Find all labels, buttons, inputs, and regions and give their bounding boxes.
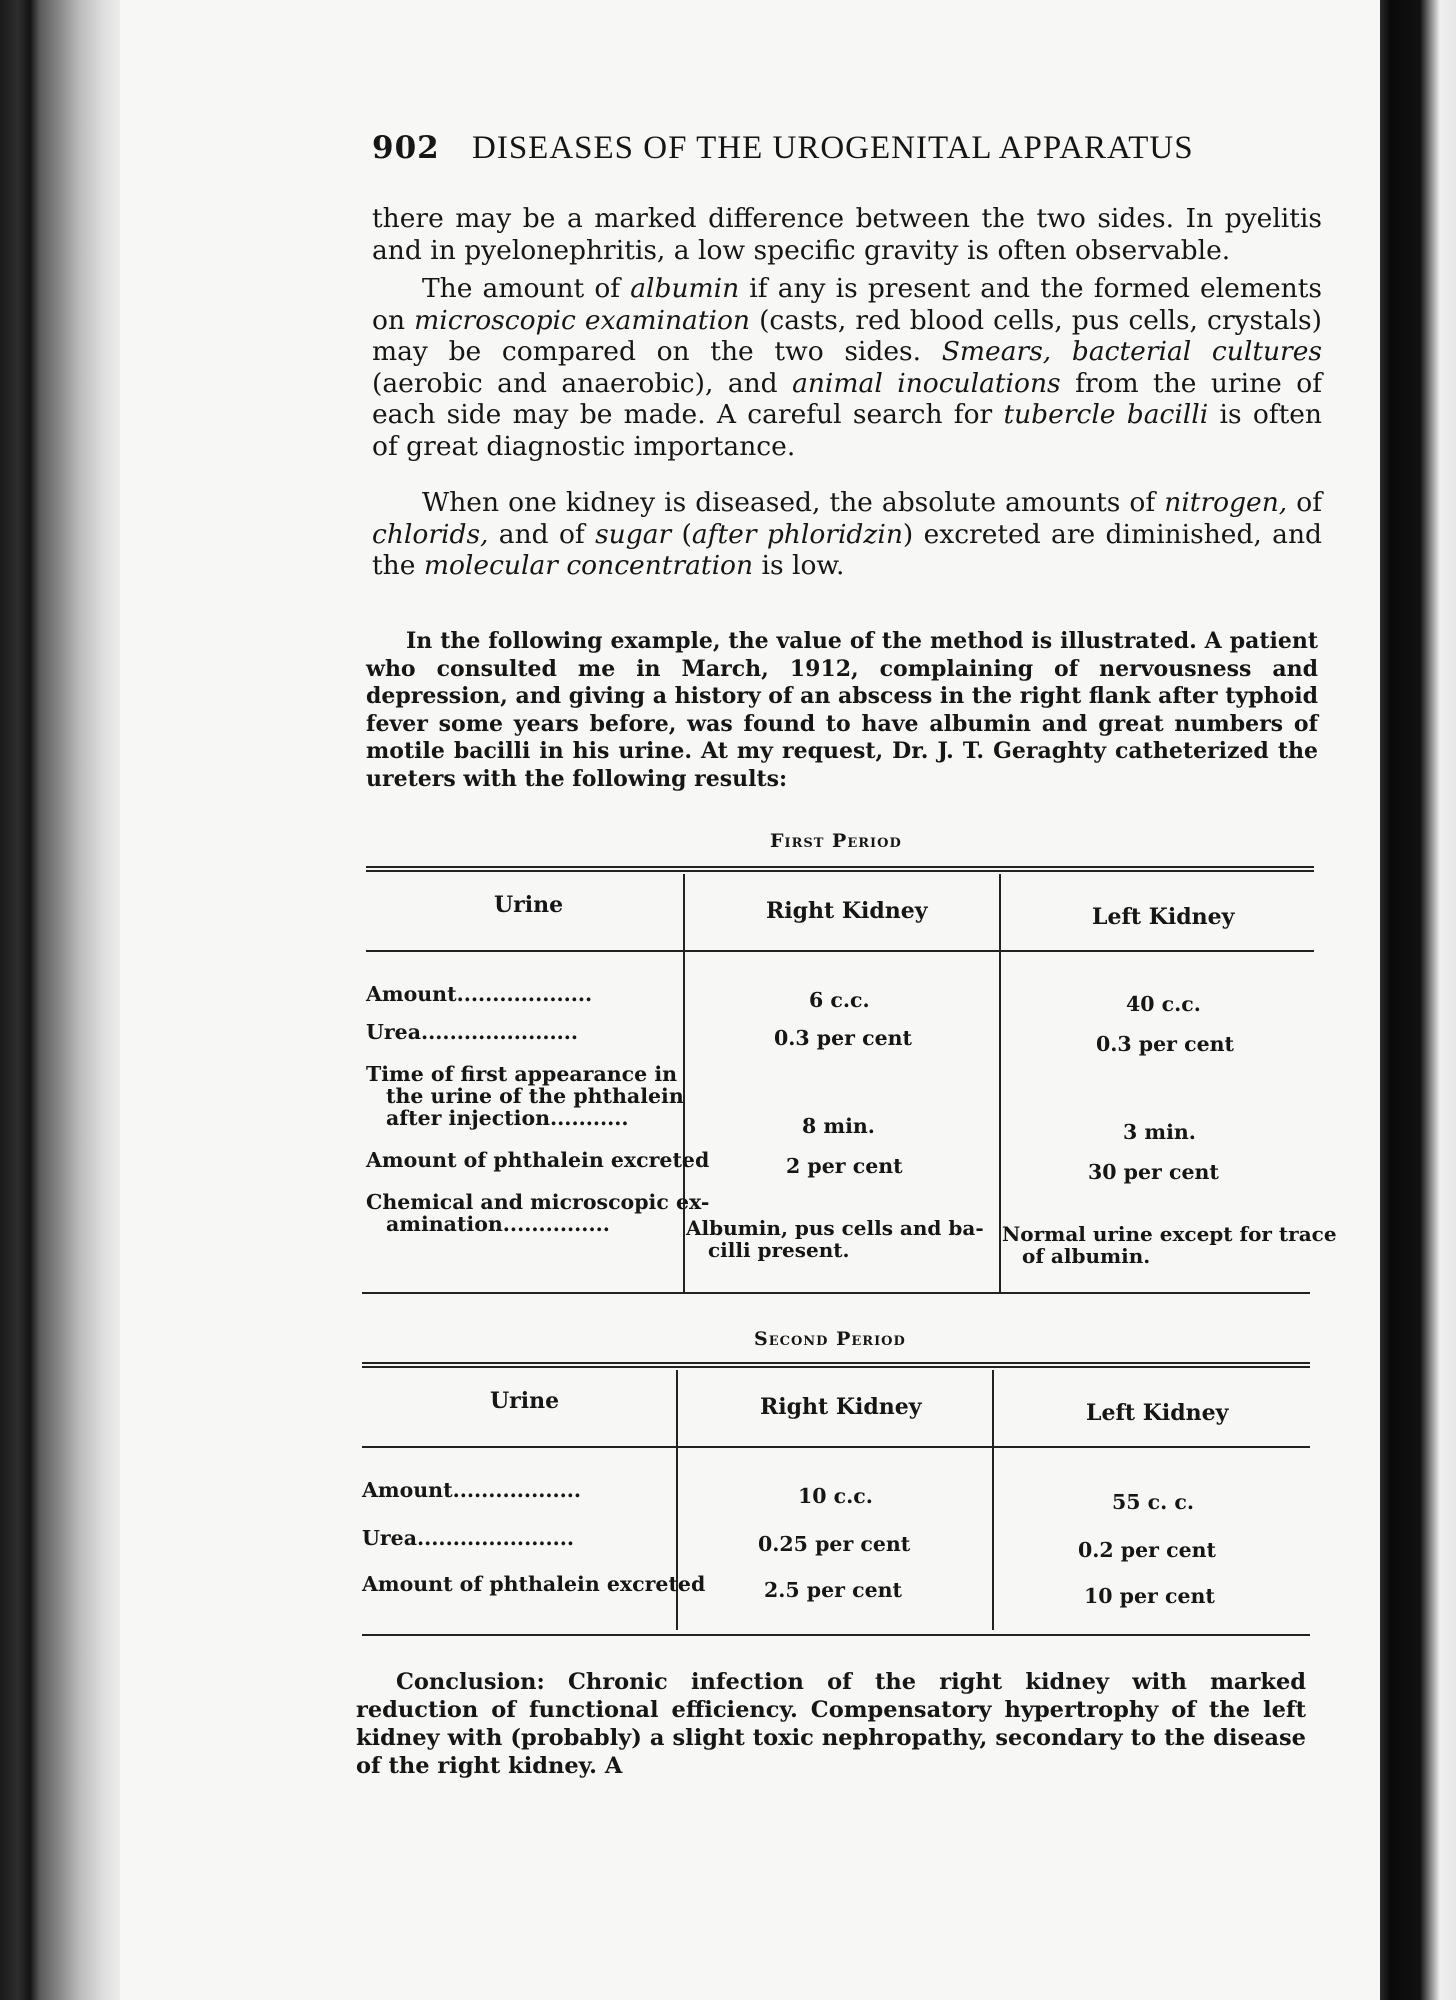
right-kidney-value: 6 c.c. <box>809 988 870 1012</box>
right-kidney-value: 8 min. <box>802 1114 875 1138</box>
paragraph-3-text: When one kidney is diseased, the absolute amounts of nitrogen, of chlorids, and of sugar (after phloridzin) excreted are diminished, and the molecular concentration is low. <box>372 487 1323 581</box>
example-paragraph <box>366 628 1318 793</box>
first-period-table <box>366 860 1337 1300</box>
right-kidney-value: 0.25 per cent <box>758 1532 911 1556</box>
right-kidney-value: cilli present. <box>708 1238 850 1262</box>
left-kidney-value: of albumin. <box>1022 1244 1151 1268</box>
first-period-title: First Period <box>770 830 902 852</box>
left-kidney-value: 10 per cent <box>1084 1584 1215 1608</box>
row-label: Amount of phthalein excreted <box>366 1148 710 1172</box>
left-kidney-value: Normal urine except for trace <box>1002 1222 1337 1246</box>
chapter-title: DISEASES OF THE UROGENITAL APPARATUS <box>472 130 1194 166</box>
paragraph-1-text: there may be a marked difference between the two sides. In pyelitis and in pyelonephritis, a low specific gravity is often observable. <box>372 203 1322 266</box>
header-left-kidney: Left Kidney <box>1092 904 1235 930</box>
row-label: Urea...................... <box>362 1526 575 1550</box>
right-kidney-value: 10 c.c. <box>798 1484 873 1508</box>
right-kidney-value: 2.5 per cent <box>764 1578 903 1602</box>
second-period-table <box>362 1356 1310 1646</box>
header-rule <box>366 950 1314 952</box>
paragraph-2 <box>372 273 1322 462</box>
header-right-kidney: Right Kidney <box>766 898 928 924</box>
conclusion-paragraph <box>356 1668 1306 1780</box>
column-divider <box>999 874 1001 1294</box>
header-left-kidney: Left Kidney <box>1086 1400 1229 1426</box>
left-kidney-value: 0.3 per cent <box>1096 1032 1235 1056</box>
left-kidney-value: 0.2 per cent <box>1078 1538 1217 1562</box>
page-edge <box>1380 0 1456 2000</box>
table-bottom-rule <box>362 1634 1310 1636</box>
paragraph-2-text: The amount of albumin if any is present and the formed elements on microscopic examination (casts, red blood cells, pus cells, crystals) may be compared on the two sides. Smears, bacterial cultures (aerobic and anaerobic), and animal inoculations from the urine of each side may be made. A careful search for tubercle bacilli is often of great diagnostic importance. <box>372 273 1323 462</box>
paragraph-1 <box>372 203 1322 266</box>
header-urine: Urine <box>490 1388 560 1414</box>
column-divider <box>992 1370 994 1630</box>
header-rule <box>362 1446 1310 1448</box>
left-kidney-value: 3 min. <box>1123 1120 1196 1144</box>
header-right-kidney: Right Kidney <box>760 1394 922 1420</box>
row-label: Chemical and microscopic ex- <box>366 1190 710 1214</box>
row-label: amination............... <box>386 1212 610 1236</box>
example-paragraph-text: In the following example, the value of the method is illustrated. A patient who consulted me in March, 1912, complaining of nervousness and depression, and giving a history of an abscess in the right flank after typhoid fever some years before, was found to have albumin and great numbers of motile bacilli in his urine. At my request, Dr. J. T. Geraghty catheterized the ureters with the following results: <box>366 628 1318 792</box>
conclusion-text: Conclusion: Chronic infection of the right kidney with marked reduction of functional efficiency. Compensatory hypertrophy of the left kidney with (probably) a slight toxic nephropathy, secondary to the disease of the right kidney. A <box>356 1669 1306 1779</box>
row-label: Time of first appearance in <box>366 1062 678 1086</box>
row-label: Amount................... <box>366 982 593 1006</box>
right-kidney-value: 0.3 per cent <box>774 1026 913 1050</box>
row-label: the urine of the phthalein <box>386 1084 684 1108</box>
right-kidney-value: Albumin, pus cells and ba- <box>686 1216 984 1240</box>
row-label: after injection........... <box>386 1106 629 1130</box>
page-number: 902 <box>372 130 440 166</box>
left-kidney-value: 55 c. c. <box>1112 1490 1195 1514</box>
paragraph-3 <box>372 487 1322 582</box>
table-top-rule <box>362 1362 1310 1368</box>
second-period-title: Second Period <box>754 1328 906 1350</box>
right-kidney-value: 2 per cent <box>786 1154 903 1178</box>
row-label: Urea...................... <box>366 1020 579 1044</box>
table-bottom-rule <box>362 1292 1310 1294</box>
header-urine: Urine <box>494 892 564 918</box>
row-label: Amount.................. <box>362 1478 582 1502</box>
left-kidney-value: 30 per cent <box>1088 1160 1219 1184</box>
left-kidney-value: 40 c.c. <box>1126 992 1201 1016</box>
row-label: Amount of phthalein excreted <box>362 1572 706 1596</box>
table-top-rule <box>366 866 1314 872</box>
